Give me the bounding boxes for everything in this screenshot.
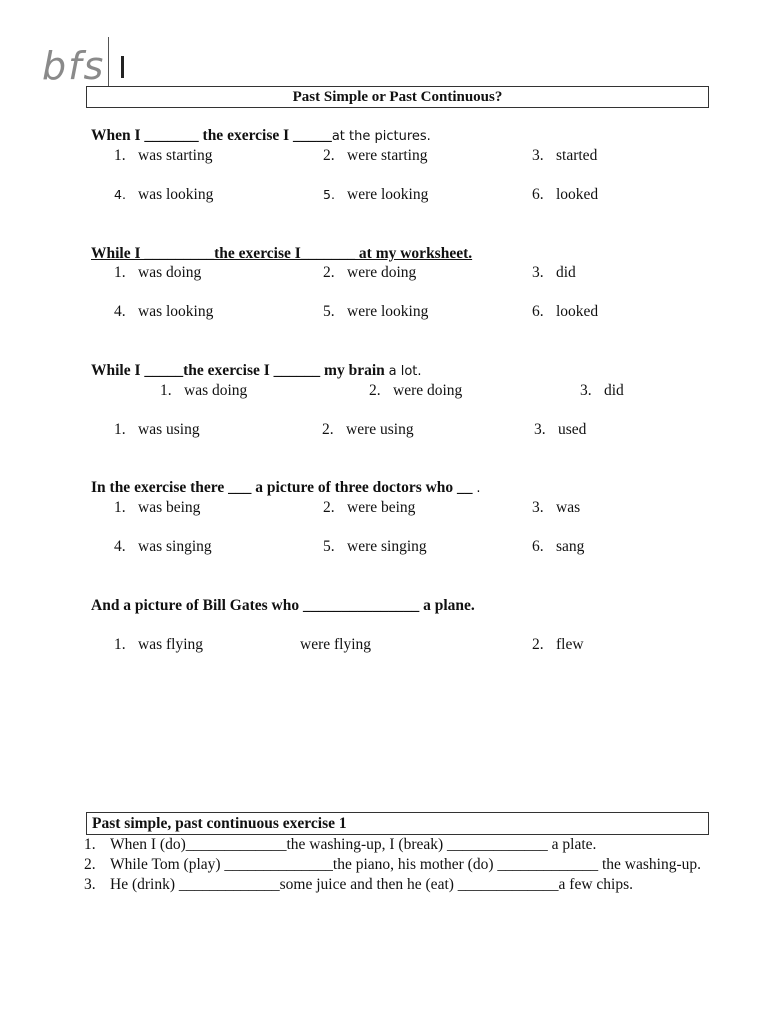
exercise-item [84,875,704,895]
option[interactable] [114,421,200,439]
question-3-stem: While I _____the exercise I ______ my brain [91,362,385,379]
option[interactable] [160,382,247,400]
option-text: was doing [138,264,202,281]
question-4-stem: In the exercise there ___ a picture of three doctors who __ [91,479,473,496]
question-5-stem: And a picture of Bill Gates who _______________ a plane. [91,597,475,614]
option[interactable] [532,636,584,654]
option[interactable] [532,186,598,204]
option-text: were flying [300,636,372,653]
option-number: 1. [114,147,126,164]
logo-divider [108,37,109,87]
exercise-item-text: While Tom (play) ______________the piano, his mother (do) _____________ the washing-up. [110,856,701,873]
option-text: were doing [393,382,463,399]
option-number: 2. [323,147,335,164]
option[interactable] [323,538,427,556]
option-number: 3. [532,264,544,281]
option-number: 6. [532,538,544,555]
option-text: was starting [138,147,213,164]
option[interactable] [369,382,462,400]
option-text: sang [556,538,585,555]
option-text: were using [346,421,414,438]
option-text: was [556,499,581,516]
option[interactable] [114,538,212,556]
option-number: 1. [160,382,172,399]
option-number: 4. [114,303,126,320]
question-2 [91,245,472,263]
question-5 [91,597,475,615]
option-number: 5. [323,187,335,202]
question-3-tail: a lot. [388,364,422,379]
logo: bfs [42,44,106,88]
option[interactable] [114,636,203,654]
option[interactable] [532,538,584,556]
option-number: 3. [534,421,546,438]
option[interactable] [114,186,213,204]
option-text: did [604,382,624,399]
option[interactable] [532,264,576,282]
option-number: 4. [114,187,126,202]
option[interactable] [323,147,427,165]
option-text: was using [138,421,200,438]
option-text: was singing [138,538,212,555]
option-text: flew [556,636,584,653]
option-number: 2. [322,421,334,438]
option-text: were doing [347,264,417,281]
option[interactable] [323,264,416,282]
option[interactable] [114,499,200,517]
question-4 [91,479,481,497]
exercise-list [84,835,704,895]
option[interactable] [532,303,598,321]
option[interactable] [114,264,201,282]
option-number: 1. [114,636,126,653]
option-text: were starting [347,147,428,164]
option-text: started [556,147,598,164]
option-text: were singing [347,538,427,555]
option[interactable] [532,499,580,517]
option[interactable] [114,303,213,321]
option[interactable] [323,303,428,321]
option[interactable] [580,382,624,400]
worksheet-title: Past Simple or Past Continuous? [86,86,709,108]
option[interactable] [323,186,428,204]
question-1 [91,127,431,145]
question-3 [91,362,422,380]
option-number: 2. [532,636,544,653]
exercise-item-number: 3. [84,876,96,893]
exercise-item-text: He (drink) _____________some juice and then he (eat) _____________a few chips. [110,876,633,893]
option-text: was flying [138,636,204,653]
option-text: were looking [347,303,429,320]
option-text: looked [556,303,599,320]
option-text: was doing [184,382,248,399]
option-number: 6. [532,303,544,320]
exercise-item-number: 2. [84,856,96,873]
option-number: 2. [369,382,381,399]
option[interactable] [534,421,586,439]
option-text: was looking [138,303,214,320]
question-4-tail: . [476,481,481,496]
option-number: 3. [532,147,544,164]
option-text: looked [556,186,599,203]
option[interactable] [532,147,597,165]
option[interactable] [114,147,212,165]
option-number: 6. [532,186,544,203]
exercise-item [84,855,704,875]
option-number: 5. [323,538,335,555]
exercise-item [84,835,704,855]
option[interactable] [323,499,415,517]
text-cursor [121,56,124,78]
option-text: did [556,264,576,281]
option-text: were looking [347,186,429,203]
option-text: was looking [138,186,214,203]
exercise-item-text: When I (do)_____________the washing-up, I (break) _____________ a plate. [110,836,597,853]
question-1-stem: When I _______ the exercise I _____ [91,127,332,144]
question-2-stem: While I _________the exercise I_______ at my worksheet. [91,245,473,262]
option-text: used [558,421,587,438]
option-number: 2. [323,499,335,516]
option-number: 3. [580,382,592,399]
option-number: 4. [114,538,126,555]
option-number: 1. [114,499,126,516]
question-1-tail: at the pictures. [331,129,431,144]
option[interactable] [300,636,371,654]
option-number: 5. [323,303,335,320]
option[interactable] [322,421,414,439]
exercise-title: Past simple, past continuous exercise 1 [86,812,709,835]
exercise-item-number: 1. [84,836,96,853]
option-text: was being [138,499,201,516]
option-number: 1. [114,421,126,438]
option-text: were being [347,499,416,516]
option-number: 2. [323,264,335,281]
option-number: 1. [114,264,126,281]
option-number: 3. [532,499,544,516]
